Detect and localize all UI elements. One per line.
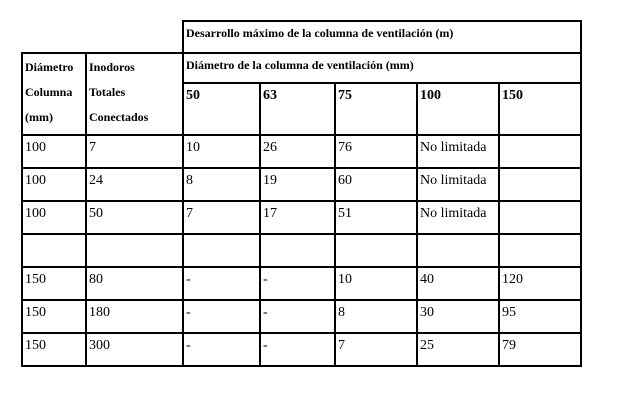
table-cell: 7 <box>335 333 417 366</box>
table-cell: - <box>183 267 260 300</box>
size-header: 63 <box>260 83 335 135</box>
table-cell: 180 <box>86 300 183 333</box>
table-cell: 24 <box>86 168 183 201</box>
table-cell: 10 <box>335 267 417 300</box>
col-header-diameter <box>22 53 86 135</box>
table-cell: 10 <box>183 135 260 168</box>
table-row <box>22 267 581 300</box>
table-cell: - <box>260 333 335 366</box>
table-cell: 8 <box>183 168 260 201</box>
table-cell: 25 <box>417 333 499 366</box>
table-cell <box>86 234 183 267</box>
table-cell: 60 <box>335 168 417 201</box>
col-header-diameter-line: Diámetro <box>25 60 74 74</box>
table-cell: 120 <box>499 267 581 300</box>
table-cell <box>499 234 581 267</box>
table-cell <box>260 234 335 267</box>
col-header-toilets-line: Conectados <box>89 110 149 124</box>
table-cell <box>499 135 581 168</box>
table-cell: 51 <box>335 201 417 234</box>
blank-corner <box>22 21 183 53</box>
table-cell: - <box>260 300 335 333</box>
table-cell <box>499 168 581 201</box>
table-cell: 17 <box>260 201 335 234</box>
table-cell: 40 <box>417 267 499 300</box>
table-row <box>22 333 581 366</box>
table-cell: 150 <box>22 300 86 333</box>
table-cell: 100 <box>22 168 86 201</box>
table-subtitle: Diámetro de la columna de ventilación (mm) <box>183 53 581 83</box>
table-cell: 300 <box>86 333 183 366</box>
table-cell <box>335 234 417 267</box>
table-row <box>22 300 581 333</box>
table-row-empty <box>22 234 581 267</box>
table-cell <box>417 234 499 267</box>
table-cell: No limitada <box>417 168 499 201</box>
table-title: Desarrollo máximo de la columna de ventilación (m) <box>183 21 581 53</box>
table-cell: 19 <box>260 168 335 201</box>
col-header-toilets <box>86 53 183 135</box>
table-cell: 80 <box>86 267 183 300</box>
table-cell: No limitada <box>417 135 499 168</box>
table-cell: 150 <box>22 333 86 366</box>
col-header-diameter-line: (mm) <box>25 110 53 124</box>
table-cell: - <box>183 300 260 333</box>
table-cell: 95 <box>499 300 581 333</box>
col-header-diameter-line: Columna <box>25 85 73 99</box>
header-row-title <box>22 21 581 53</box>
table-cell: - <box>260 267 335 300</box>
table-row <box>22 201 581 234</box>
vent-table <box>21 20 582 367</box>
size-header: 100 <box>417 83 499 135</box>
table-cell: No limitada <box>417 201 499 234</box>
table-cell: 50 <box>86 201 183 234</box>
table-cell: 7 <box>86 135 183 168</box>
size-header: 50 <box>183 83 260 135</box>
table-cell: 100 <box>22 201 86 234</box>
table-cell: 7 <box>183 201 260 234</box>
table-cell <box>499 201 581 234</box>
header-row-subtitle <box>22 53 581 83</box>
table-cell: 100 <box>22 135 86 168</box>
table-cell: 30 <box>417 300 499 333</box>
size-header: 150 <box>499 83 581 135</box>
table-cell: - <box>183 333 260 366</box>
col-header-toilets-line: Totales <box>89 85 126 99</box>
table-cell <box>183 234 260 267</box>
size-header: 75 <box>335 83 417 135</box>
table-row <box>22 168 581 201</box>
table-row <box>22 135 581 168</box>
table-cell: 26 <box>260 135 335 168</box>
table-cell: 8 <box>335 300 417 333</box>
table-cell: 150 <box>22 267 86 300</box>
table-cell <box>22 234 86 267</box>
table-cell: 79 <box>499 333 581 366</box>
table-cell: 76 <box>335 135 417 168</box>
col-header-toilets-line: Inodoros <box>89 60 135 74</box>
